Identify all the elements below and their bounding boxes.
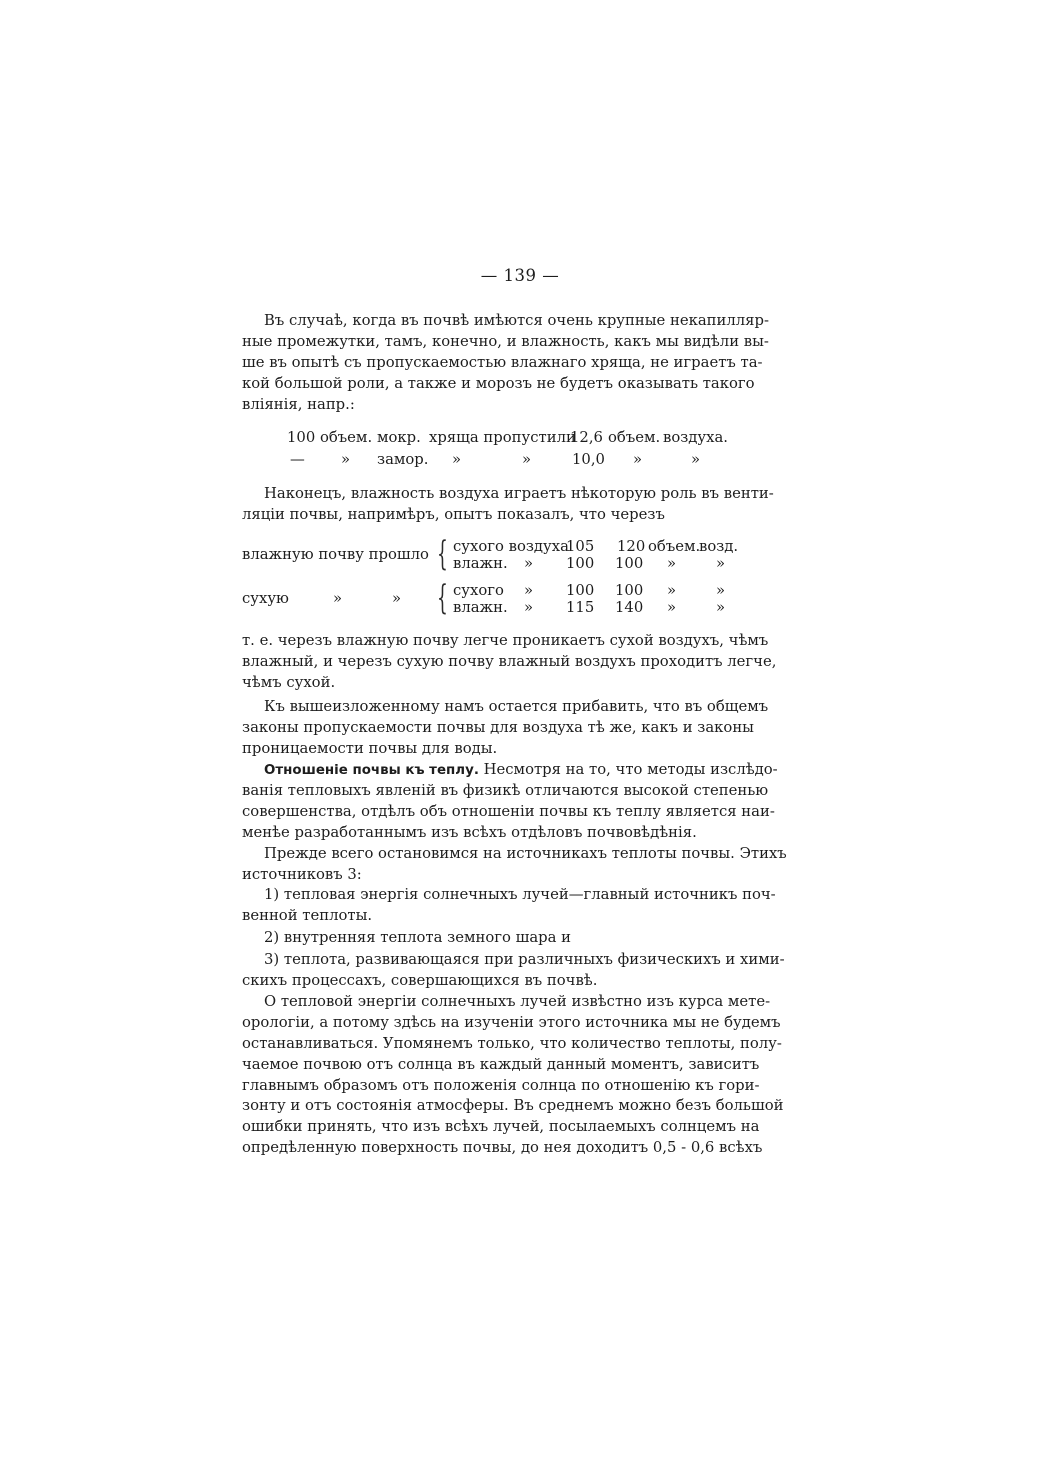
text-line: Къ вышеизложенному намъ остается прибавить, что въ общемъ bbox=[264, 698, 769, 715]
text-line: ляціи почвы, напримѣръ, опытъ показалъ, что черезъ bbox=[242, 505, 665, 523]
text-line: 3) теплота, развивающаяся при различныхъ физическихъ и хими- bbox=[264, 951, 785, 968]
text-line: ше въ опытѣ съ пропускаемостью влажнаго хряща, не играетъ та- bbox=[242, 353, 763, 371]
text-line: ванія тепловыхъ явленій въ физикѣ отличаются высокой степенью bbox=[242, 781, 769, 799]
text-line: совершенства, отдѣлъ объ отношеніи почвы къ теплу является наи- bbox=[242, 802, 775, 820]
section-heading: Отношеніе почвы къ теплу. bbox=[264, 763, 479, 778]
text-line: главнымъ образомъ отъ положенія солнца по отношенію къ гори- bbox=[242, 1076, 760, 1094]
table-cell: 12,6 bbox=[570, 429, 603, 446]
paragraph-sources bbox=[242, 844, 787, 886]
page-number: — 139 — bbox=[480, 266, 560, 285]
ditto-mark: » bbox=[524, 582, 534, 599]
ditto-mark: » bbox=[667, 555, 677, 572]
ditto-mark: » bbox=[452, 451, 462, 468]
ditto-mark: » bbox=[522, 451, 532, 468]
table-cell: замор. bbox=[377, 451, 429, 468]
table-cell: хряща пропустили bbox=[429, 429, 576, 446]
text-line: скихъ процессахъ, совершающихся въ почвѣ. bbox=[242, 971, 598, 989]
table-cell: сухого воздуха bbox=[453, 538, 569, 555]
text-line: останавливаться. Упомянемъ только, что количество теплоты, полу- bbox=[242, 1034, 782, 1052]
row-label: влажную почву прошло bbox=[242, 546, 429, 563]
table-cell: влажн. bbox=[453, 555, 508, 572]
text-line: источниковъ 3: bbox=[242, 865, 362, 883]
table-cell: 100 bbox=[615, 555, 644, 572]
paragraph-porous-soil bbox=[242, 311, 769, 415]
text-line: проницаемости почвы для воды. bbox=[242, 739, 498, 757]
text-line: влажный, и черезъ сухую почву влажный воздухъ проходитъ легче, bbox=[242, 652, 777, 670]
text-line: чѣмъ сухой. bbox=[242, 673, 336, 691]
text-line: кой большой роли, а также и морозъ не будетъ оказывать такого bbox=[242, 374, 755, 392]
text-line: орологіи, а потому здѣсь на изученіи этого источника мы не будемъ bbox=[242, 1013, 781, 1031]
text-line: опредѣленную поверхность почвы, до нея доходитъ 0,5 - 0,6 всѣхъ bbox=[242, 1139, 763, 1157]
table-cell: 100 bbox=[566, 582, 595, 599]
list-item-3 bbox=[242, 950, 785, 992]
table-cell: 105 bbox=[566, 538, 595, 555]
table-cell: возд. bbox=[699, 538, 739, 555]
paragraph-solar-energy bbox=[242, 992, 784, 1159]
table-cell: 115 bbox=[566, 599, 595, 616]
ditto-mark: » bbox=[633, 451, 643, 468]
text-run: Несмотря на то, что методы изслѣдо- bbox=[478, 761, 778, 778]
ditto-mark: » bbox=[667, 582, 677, 599]
text-line: О тепловой энергіи солнечныхъ лучей извѣстно изъ курса мете- bbox=[264, 993, 771, 1010]
text-line: Наконецъ, влажность воздуха играетъ нѣкоторую роль въ венти- bbox=[264, 485, 774, 502]
text-line: менѣе разработаннымъ изъ всѣхъ отдѣловъ почвовѣдѣнія. bbox=[242, 823, 697, 841]
list-item-2 bbox=[242, 928, 737, 949]
ditto-mark: » bbox=[716, 599, 726, 616]
paragraph-heat bbox=[242, 760, 778, 844]
table-cell: 100 bbox=[566, 555, 595, 572]
table-cell: 10,0 bbox=[572, 451, 605, 468]
text-line: венной теплоты. bbox=[242, 906, 373, 924]
text-line: 2) внутренняя теплота земного шара и bbox=[264, 929, 572, 946]
paragraph-laws bbox=[242, 697, 769, 760]
ditto-mark: » bbox=[524, 599, 534, 616]
text-line: чаемое почвою отъ солнца въ каждый данный моментъ, зависитъ bbox=[242, 1055, 760, 1073]
table-cell: сухого bbox=[453, 582, 504, 599]
text-line: зонту и отъ состоянія атмосферы. Въ среднемъ можно безъ большой bbox=[242, 1097, 784, 1115]
text-line: Прежде всего остановимся на источникахъ теплоты почвы. Этихъ bbox=[264, 845, 787, 862]
text-line bbox=[242, 760, 778, 781]
table-cell: воздуха. bbox=[663, 429, 728, 446]
ditto-mark: » bbox=[392, 590, 402, 607]
table-cell: объем. bbox=[648, 538, 701, 555]
ditto-mark: » bbox=[341, 451, 351, 468]
ditto-mark: » bbox=[716, 582, 726, 599]
table-cell: 100 bbox=[615, 582, 644, 599]
table-cell: 120 bbox=[617, 538, 646, 555]
text-line: Въ случаѣ, когда въ почвѣ имѣются очень крупные некапилляр- bbox=[264, 312, 769, 329]
table-cell: 140 bbox=[615, 599, 644, 616]
brace: { bbox=[437, 578, 448, 618]
text-line: ошибки принять, что изъ всѣхъ лучей, посылаемыхъ солнцемъ на bbox=[242, 1118, 760, 1136]
paragraph-humidity bbox=[242, 484, 774, 526]
table-cell: — bbox=[290, 451, 305, 468]
ditto-mark: » bbox=[333, 590, 343, 607]
paragraph-conclusion bbox=[242, 631, 777, 694]
ditto-mark: » bbox=[716, 555, 726, 572]
table-cell: объем. bbox=[608, 429, 661, 446]
text-line: т. е. черезъ влажную почву легче проникаетъ сухой воздухъ, чѣмъ bbox=[242, 632, 769, 649]
brace: { bbox=[437, 534, 448, 574]
table-cell: мокр. bbox=[377, 429, 421, 446]
ditto-mark: » bbox=[667, 599, 677, 616]
ditto-mark: » bbox=[691, 451, 701, 468]
ditto-mark: » bbox=[524, 555, 534, 572]
row-label: сухую bbox=[242, 590, 289, 607]
text-line: ные промежутки, тамъ, конечно, и влажность, какъ мы видѣли вы- bbox=[242, 332, 769, 350]
text-line: вліянія, напр.: bbox=[242, 395, 355, 413]
table-cell: 100 объем. bbox=[287, 429, 373, 446]
table-cell: влажн. bbox=[453, 599, 508, 616]
text-line: 1) тепловая энергія солнечныхъ лучей—главный источникъ поч- bbox=[264, 886, 776, 903]
text-line: законы пропускаемости почвы для воздуха тѣ же, какъ и законы bbox=[242, 718, 754, 736]
list-item-1 bbox=[242, 885, 776, 927]
